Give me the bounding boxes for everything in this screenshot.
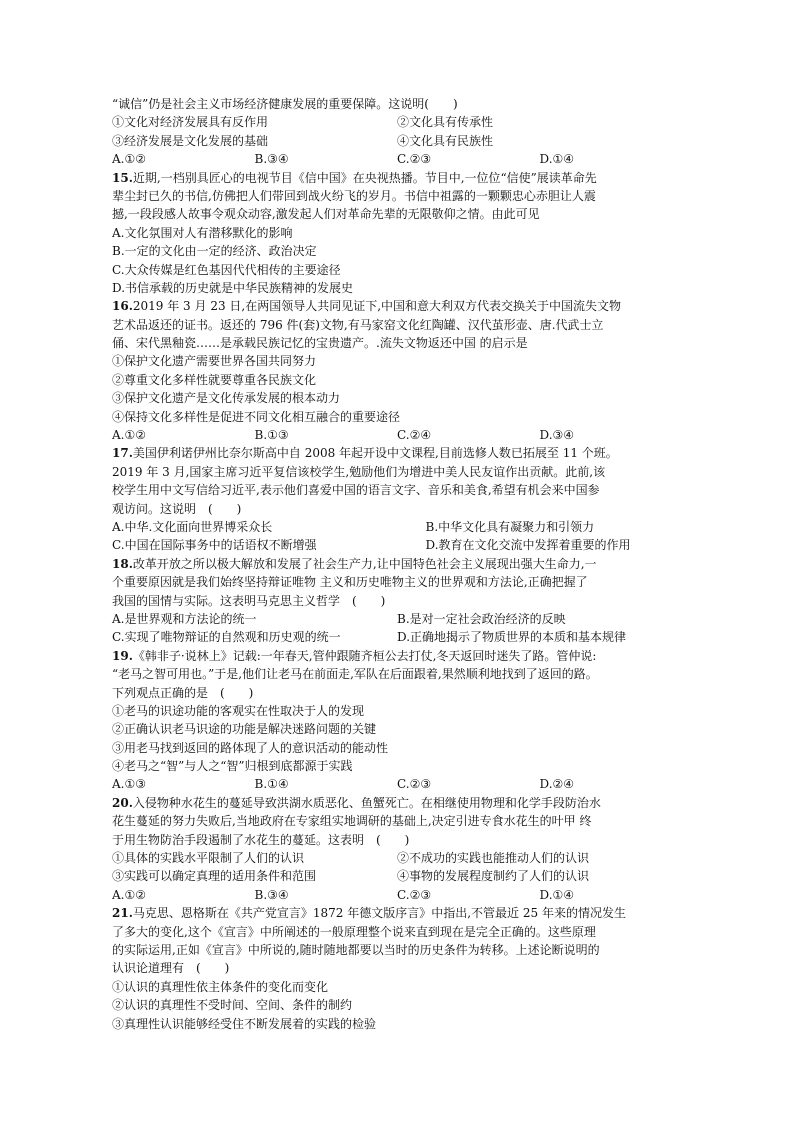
q19-statement-1: ①老马的识途功能的客观实在性取决于人的发现 xyxy=(112,703,365,718)
q21-stem-line-3: 的实际运用,正如《宣言》中所说的,随时随地都要以当时的历史条件为转移。上述论断说明的 xyxy=(112,942,600,957)
q19-stem-text-1: 《韩非子·说林上》记载:一年春天,管仲跟随齐桓公去打仗,冬天返回时迷失了路。管仲说: xyxy=(132,648,597,663)
q15-choice-c: C.大众传媒是红色基因代代相传的主要途径 xyxy=(112,262,341,277)
q14-statement-2: ②文化具有传承性 xyxy=(397,115,494,130)
q14-statements-row-1 xyxy=(112,113,682,131)
q21-statement-2: ②认识的真理性不受时间、空间、条件的制约 xyxy=(112,998,353,1013)
q20-stem-text-1: 入侵物种水花生的蔓延导致洪湖水质恶化、鱼蟹死亡。在相继使用物理和化学手段防治水 xyxy=(132,795,601,810)
q15-stem-text-1: 近期,一档别具匠心的电视节目《信中国》在央视热播。节目中,一位位“信使”展读革命先 xyxy=(132,170,597,185)
q20-statements-row-2 xyxy=(112,867,682,885)
q19-statement-2: ②正确认识老马识途的功能是解决迷路问题的关键 xyxy=(112,722,377,737)
q16-stem-line-2: 艺术品返还的证书。返还的 796 件(套)文物,有马家窑文化红陶罐、汉代茧形壶、唐.代武士立 xyxy=(112,317,604,332)
q21-stem-line-4: 认识论道理有 ( ) xyxy=(112,961,230,976)
q20-number: 20. xyxy=(112,795,133,810)
q17-choice-c: C.中国在国际事务中的话语权不断增强 xyxy=(112,538,317,553)
q17-stem-line-4: 观访问。这说明 ( ) xyxy=(112,501,242,516)
q16-choice-b: B.①③ xyxy=(254,428,289,443)
q19-choice-a: A.①③ xyxy=(112,777,146,792)
q18-choice-d: D.正确地揭示了物质世界的本质和基本规律 xyxy=(397,630,627,645)
q14-choices xyxy=(112,150,682,168)
q17-number: 17. xyxy=(112,446,133,461)
q19-choice-b: B.①④ xyxy=(254,777,289,792)
q19-stem-line-1 xyxy=(112,647,682,665)
q19-stem-line-2: “老马之智可用也。”于是,他们让老马在前面走,军队在后面跟着,果然顺利地找到了返回的路。 xyxy=(112,667,598,682)
q20-choices xyxy=(112,886,682,904)
q16-stem-text-1: 2019 年 3 月 23 日,在两国领导人共同见证下,中国和意大利双方代表交换关于中国流失文物 xyxy=(132,299,622,314)
q15-choice-a: A.文化氛围对人有潜移默化的影响 xyxy=(112,225,293,240)
q20-choice-c: C.②③ xyxy=(397,887,432,902)
q18-choices-row-2 xyxy=(112,628,682,646)
q18-choices-row-1 xyxy=(112,610,682,628)
q17-choice-b: B.中华文化具有凝聚力和引领力 xyxy=(425,519,595,534)
q16-stem-line-3: 俑、宋代黑釉瓷……是承载民族记忆的宝贵遗产。.流失文物返还中国 的启示是 xyxy=(112,336,528,351)
q17-choice-a: A.中华.文化面向世界博采众长 xyxy=(112,519,273,534)
q17-stem-line-1 xyxy=(112,444,682,462)
q16-choices xyxy=(112,426,682,444)
q19-choice-c: C.②③ xyxy=(397,777,432,792)
q16-choice-a: A.①② xyxy=(112,428,146,443)
q18-choice-c: C.实现了唯物辩证的自然观和历史观的统一 xyxy=(112,630,341,645)
q19-number: 19. xyxy=(112,648,133,663)
q15-stem-line-3: 撼,一段段感人故事令观众动容,激发起人们对革命先辈的无限敬仰之情。由此可见 xyxy=(112,207,540,222)
q16-statement-3: ③保护文化遗产是文化传承发展的根本动力 xyxy=(112,391,341,406)
q20-stem-line-2: 花生蔓延的努力失败后,当地政府在专家组实地调研的基础上,决定引进专食水花生的叶甲 终 xyxy=(112,814,592,829)
q14-statement-1: ①文化对经济发展具有反作用 xyxy=(112,115,269,130)
q18-choice-b: B.是对一定社会政治经济的反映 xyxy=(397,611,566,626)
q18-stem-text-1: 改革开放之所以极大解放和发展了社会生产力,让中国特色社会主义展现出强大生命力,一 xyxy=(132,556,597,571)
q21-statement-1: ①认识的真理性依主体条件的变化而变化 xyxy=(112,979,329,994)
q18-stem-line-1 xyxy=(112,555,682,573)
q20-statement-4: ④事物的发展程度制约了人们的认识 xyxy=(397,869,590,884)
q14-statements-row-2 xyxy=(112,132,682,150)
q16-statement-1: ①保护文化遗产需要世界各国共同努力 xyxy=(112,354,317,369)
q20-statement-1: ①具体的实践水平限制了人们的认识 xyxy=(112,851,305,866)
q20-statement-3: ③实践可以确定真理的适用条件和范围 xyxy=(112,869,317,884)
q19-statement-3: ③用老马找到返回的路体现了人的意识活动的能动性 xyxy=(112,740,389,755)
q18-stem-line-3: 我国的国情与实际。这表明马克思主义哲学 ( ) xyxy=(112,593,386,608)
q15-stem-line-1 xyxy=(112,169,682,187)
q21-stem-line-1 xyxy=(112,904,682,922)
q14-statement-4: ④文化具有民族性 xyxy=(397,133,494,148)
q20-statement-2: ②不成功的实践也能推动人们的认识 xyxy=(397,851,590,866)
q14-choice-d: D.①④ xyxy=(539,152,575,167)
q21-number: 21. xyxy=(112,906,133,921)
q14-choice-c: C.②③ xyxy=(397,152,432,167)
q20-statements-row-1 xyxy=(112,849,682,867)
q20-choice-d: D.①④ xyxy=(539,887,575,902)
q17-choice-d: D.教育在文化交流中发挥着重要的作用 xyxy=(425,538,631,553)
q19-choice-d: D.②④ xyxy=(539,777,575,792)
q19-statement-4: ④老马之“智”与人之“智”归根到底都源于实践 xyxy=(112,759,353,774)
q17-stem-line-2: 2019 年 3 月,国家主席习近平复信该校学生,勉励他们为增进中美人民友谊作出贡献。此前,该 xyxy=(112,464,606,479)
q20-stem-line-3: 于用生物防治手段遏制了水花生的蔓延。这表明 ( ) xyxy=(112,832,410,847)
exam-page xyxy=(112,95,682,1033)
q21-stem-text-1: 马克思、恩格斯在《共产党宣言》1872 年德文版序言》中指出,不管最近 25 年来的情况发生 xyxy=(132,906,626,921)
q18-choice-a: A.是世界观和方法论的统一 xyxy=(112,611,257,626)
q16-number: 16. xyxy=(112,299,133,314)
q17-choices-row-1 xyxy=(112,518,682,536)
q14-stem: “诚信”仍是社会主义市场经济健康发展的重要保障。这说明( ) xyxy=(112,97,458,111)
q17-choices-row-2 xyxy=(112,536,682,554)
q21-stem-line-2: 了多大的变化,这个《宣言》中所阐述的一般原理整个说来直到现在是完全正确的。这些原理 xyxy=(112,924,596,939)
q16-statement-2: ②尊重文化多样性就要尊重各民族文化 xyxy=(112,372,317,387)
q15-number: 15. xyxy=(112,170,133,185)
q16-choice-c: C.②④ xyxy=(397,428,432,443)
q15-choice-b: B.一定的文化由一定的经济、政治决定 xyxy=(112,244,317,259)
q18-stem-line-2: 个重要原因就是我们始终坚持辩证唯物 主义和历史唯物主义的世界观和方法论,正确把握了 xyxy=(112,575,588,590)
q17-stem-text-1: 美国伊利诺伊州比奈尔斯高中自 2008 年起开设中文课程,目前选修人数已拓展至 11 个班。 xyxy=(132,446,618,461)
q16-stem-line-1 xyxy=(112,297,682,315)
q16-choice-d: D.③④ xyxy=(539,428,575,443)
q19-stem-line-3: 下列观点正确的是 ( ) xyxy=(112,685,254,700)
q20-stem-line-1 xyxy=(112,794,682,812)
q21-statement-3: ③真理性认识能够经受住不断发展着的实践的检验 xyxy=(112,1016,377,1031)
q20-choice-a: A.①② xyxy=(112,887,146,902)
q15-choice-d: D.书信承载的历史就是中华民族精神的发展史 xyxy=(112,280,354,295)
q17-stem-line-3: 校学生用中文写信给习近平,表示他们喜爱中国的语言文字、音乐和美食,希望有机会来中国参 xyxy=(112,483,600,498)
q14-choice-a: A.①② xyxy=(112,152,146,167)
q14-choice-b: B.③④ xyxy=(254,152,289,167)
q14-statement-3: ③经济发展是文化发展的基础 xyxy=(112,133,269,148)
q19-choices xyxy=(112,775,682,793)
q18-number: 18. xyxy=(112,556,133,571)
q15-stem-line-2: 辈尘封已久的书信,仿佛把人们带回到战火纷飞的岁月。书信中祖露的一颗颗忠心赤胆让人震 xyxy=(112,188,596,203)
q16-statement-4: ④保持文化多样性是促进不同文化相互融合的重要途径 xyxy=(112,409,401,424)
q20-choice-b: B.③④ xyxy=(254,887,289,902)
